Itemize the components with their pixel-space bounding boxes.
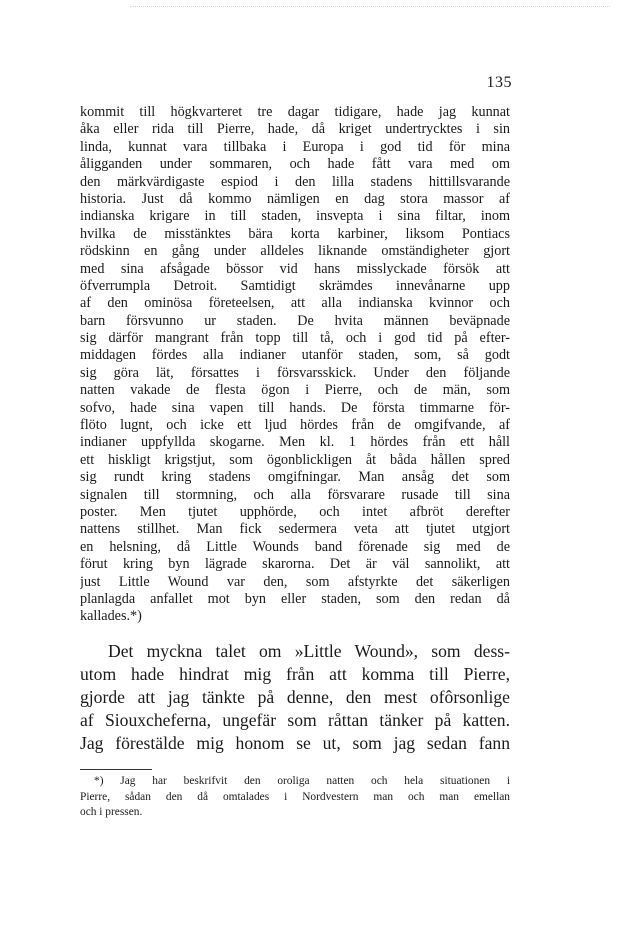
footnote-line: Pierre, sådan den då omtalades i Nordvestern man och man emellan [80, 790, 510, 803]
text-line: indianska krigare in till staden, insvepta i sina filtar, inom [80, 208, 510, 225]
body-text [80, 104, 510, 755]
text-line: åligganden under sommaren, och hade fått vara med om [80, 156, 510, 173]
text-line: sofvo, hade sina vapen till hands. De första timmarne för- [80, 399, 510, 416]
text-line: Det myckna talet om »Little Wound», som dess- [108, 640, 510, 661]
paragraph-2 [80, 640, 510, 755]
footnote-line: *) Jag har beskrifvit den oroliga natten och hela situationen i [94, 775, 510, 787]
text-line: af Siouxcheferna, ungefär som råttan tänker på katten. [80, 710, 510, 730]
text-line: middagen fördes alla indianer utanför staden, som, så godt [80, 347, 510, 364]
text-line: kommit till högkvarteret tre dagar tidigare, hade jag kunnat [80, 104, 510, 120]
text-line: just Little Wound var den, som afstyrkte det säkerligen [80, 573, 510, 590]
text-line: sig därför mangrant från topp till tå, och i god tid på efter- [80, 330, 510, 347]
footnote-line: och i pressen. [80, 806, 143, 818]
text-line: signalen till stormning, och alla försvarare rusade till sina [80, 486, 510, 503]
text-line: natten vakade de flesta ögon i Pierre, och de män, som [80, 382, 510, 399]
footnote [80, 774, 510, 821]
text-line: planlagda anfallet mot byn eller staden, som den redan då [80, 590, 510, 607]
text-line: hvilka de misstänktes bära korta karbiner, liksom Pontiacs [80, 225, 510, 242]
text-line: en helsning, då Little Wounds band förenade sig med de [80, 538, 510, 555]
text-line: barn försvunno ur staden. De hvita männen beväpnade [80, 312, 510, 329]
text-line: Jag förestälde mig honom se ut, som jag sedan fann [80, 733, 510, 754]
text-line: förut kring byn lägrade skarorna. Det är väl sannolikt, att [80, 556, 510, 573]
text-line: den märkvärdigaste espiod i den lilla stadens hittillsvarande [80, 173, 510, 190]
text-line: sig rundt kring stadens omgifningar. Man ansåg det som [80, 469, 510, 486]
text-line: rödskinn en gång under alldeles liknande omständigheter gjort [80, 243, 510, 260]
text-line: gjorde att jag tänkte på denne, den mest ofôrsonlige [80, 686, 510, 707]
text-line: åka eller rida till Pierre, hade, då kriget undertrycktes i sin [80, 121, 510, 138]
text-line: kallades.*) [80, 608, 142, 625]
text-line: med sina afsågade bössor vid hans misslyckade försök att [80, 260, 510, 277]
text-line: flöto lugnt, och icke ett ljud hördes från de omgifvande, af [80, 417, 510, 434]
text-line: af den ominösa företeelsen, att alla indianska kvinnor och [80, 295, 510, 312]
text-line: utom hade hindrat mig från att komma till Pierre, [80, 663, 510, 684]
text-line: indianer uppfyllda skogarne. Men kl. 1 hördes från ett håll [80, 434, 510, 451]
text-line: poster. Men tjutet upphörde, och intet afbröt derefter [80, 503, 510, 520]
text-line: historia. Just då kommo nämligen en dag stora massor af [80, 190, 510, 207]
footnote-divider [80, 769, 152, 770]
paragraph-1 [80, 104, 510, 626]
text-line: ett hiskligt krigstjut, som ögonblickligen åt båda hållen spred [80, 451, 510, 468]
scan-artifact [130, 6, 610, 7]
text-line: öfverrumpla Detroit. Samtidigt skrämdes innevånarne upp [80, 277, 510, 294]
text-line: nattens stillhet. Man fick sedermera veta att tjutet utgjort [80, 521, 510, 538]
text-line: linda, kunnat vara tillbaka i Europa i god tid för mina [80, 138, 510, 155]
text-line: sig göra lät, försattes i försvarsskick. Under den följande [80, 364, 510, 381]
page-number: 135 [486, 74, 512, 91]
